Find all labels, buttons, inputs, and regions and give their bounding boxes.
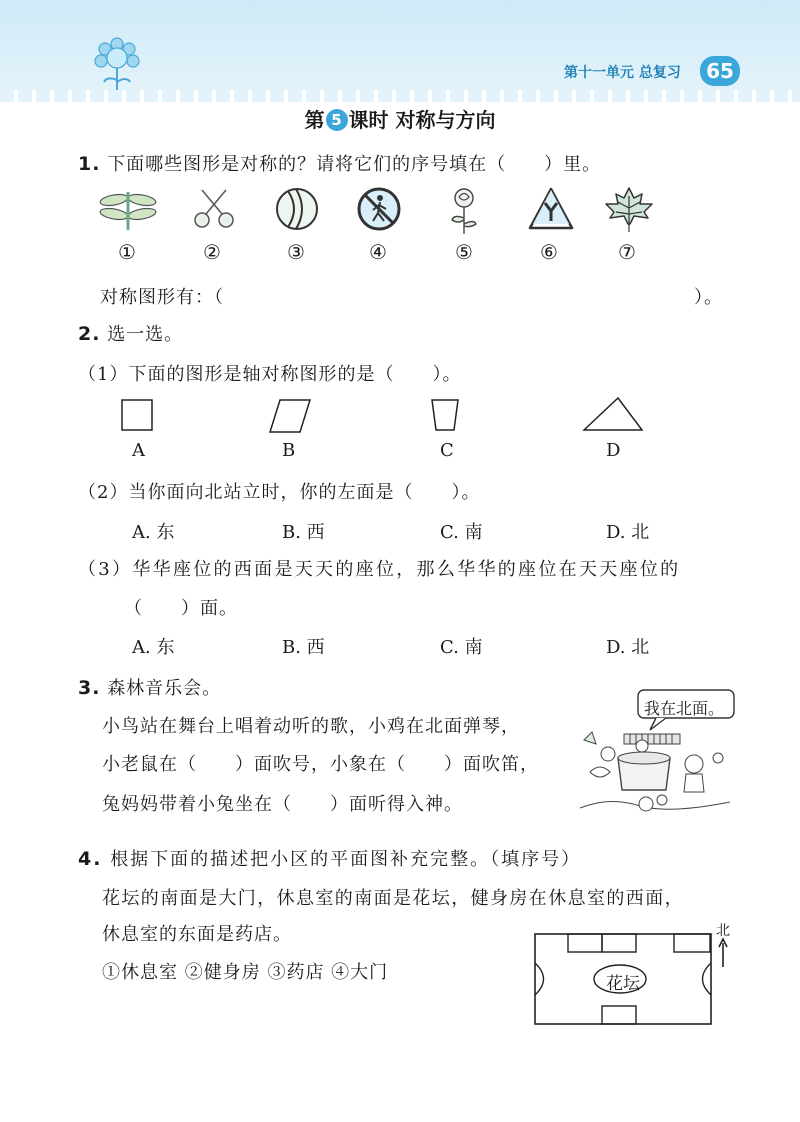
q2-sub1-option-a: A (132, 440, 145, 461)
lesson-title (0, 104, 800, 133)
q3-number: 3. (78, 677, 101, 699)
ball-icon (274, 186, 320, 232)
maple-leaf-icon (604, 186, 654, 234)
q2-sub1-option-b: B (282, 440, 296, 461)
parallelogram-shape (270, 400, 310, 432)
q4-options: ①休息室 ②健身房 ③药店 ④大门 (102, 962, 389, 983)
q2-title: 选一选。 (107, 324, 184, 345)
icon-label-6: ⑥ (540, 240, 558, 264)
trapezoid-shape (432, 400, 458, 430)
q2-sub3-option-c: C. 南 (440, 637, 483, 658)
q2-sub3-option-a: A. 东 (132, 637, 175, 658)
q2-sub1-option-c: C (440, 440, 454, 461)
q4-line-2: 休息室的东面是药店。 (102, 924, 292, 945)
lesson-suffix: 课时 对称与方向 (348, 108, 496, 132)
icon-label-1: ① (118, 240, 136, 264)
page-number: 65 (700, 56, 740, 86)
q4-line-1: 花坛的南面是大门，休息室的南面是花坛，健身房在休息室的西面， (102, 888, 684, 909)
q2-shapes (118, 396, 678, 436)
q3-prompt (78, 674, 221, 700)
q1-answer-suffix: ）。 (694, 287, 723, 308)
dragonfly-icon (98, 186, 160, 232)
icon-label-5: ⑤ (455, 240, 473, 264)
q2-sub1-text: （1）下面的图形是轴对称图形的是（ ）。 (78, 364, 462, 385)
square-shape (122, 400, 152, 430)
q3-line-3: 兔妈妈带着小兔坐在（ ）面听得入神。 (102, 794, 463, 815)
q2-sub2-text: （2）当你面向北站立时，你的左面是（ ）。 (78, 482, 481, 503)
scissors-icon (192, 186, 236, 232)
q1-number: 1. (78, 153, 101, 175)
speech-bubble-text: 我在北面。 (644, 699, 725, 718)
triangle-shape (584, 398, 642, 430)
q3-line-1: 小鸟站在舞台上唱着动听的歌，小鸡在北面弹琴， (102, 716, 520, 737)
q2-sub3-text-line2: （ ）面。 (124, 598, 238, 619)
fork-road-sign-icon (528, 186, 574, 232)
q2-sub2-option-a: A. 东 (132, 522, 175, 543)
q3-line-2: 小老鼠在（ ）面吹号，小象在（ ）面吹笛， (102, 754, 539, 775)
plan-slot-top-right (674, 934, 710, 952)
rose-icon (444, 186, 484, 236)
no-pedestrian-sign-icon (356, 186, 402, 232)
unit-label: 第十一单元 总复习 (564, 65, 681, 81)
q1-prompt (78, 150, 601, 176)
icon-label-2: ② (203, 240, 221, 264)
q2-number: 2. (78, 323, 101, 345)
q2-sub1-option-d: D (606, 440, 621, 461)
q1-text: 下面哪些图形是对称的？请将它们的序号填在（ ）里。 (107, 154, 602, 175)
q2-sub2-option-c: C. 南 (440, 522, 483, 543)
q2-prompt (78, 320, 183, 346)
q3-title: 森林音乐会。 (107, 678, 222, 699)
q2-sub2-option-b: B. 西 (282, 522, 325, 543)
icon-label-7: ⑦ (618, 240, 636, 264)
plan-slot-top-left (568, 934, 602, 952)
flowerbed-label: 花坛 (606, 974, 640, 994)
q2-sub3-option-b: B. 西 (282, 637, 325, 658)
q2-sub3-text-line1: （3）华华座位的西面是天天的座位，那么华华的座位在天天座位的 (78, 559, 681, 580)
q1-answer-prefix: 对称图形有：（ (100, 287, 224, 308)
q4-number: 4. (78, 848, 103, 870)
lesson-number: 5 (326, 109, 348, 131)
lesson-prefix: 第 (304, 108, 325, 132)
q2-sub2-option-d: D. 北 (606, 522, 650, 543)
plan-slot-top-middle (602, 934, 636, 952)
icon-label-3: ③ (287, 240, 305, 264)
q2-sub3-option-d: D. 北 (606, 637, 650, 658)
sunflower-icon (92, 36, 142, 92)
plan-slot-bottom (602, 1006, 636, 1024)
north-label: 北 (716, 923, 730, 939)
q4-title: 根据下面的描述把小区的平面图补充完整。（填序号） (110, 849, 582, 870)
icon-label-4: ④ (369, 240, 387, 264)
q4-prompt (78, 845, 581, 871)
